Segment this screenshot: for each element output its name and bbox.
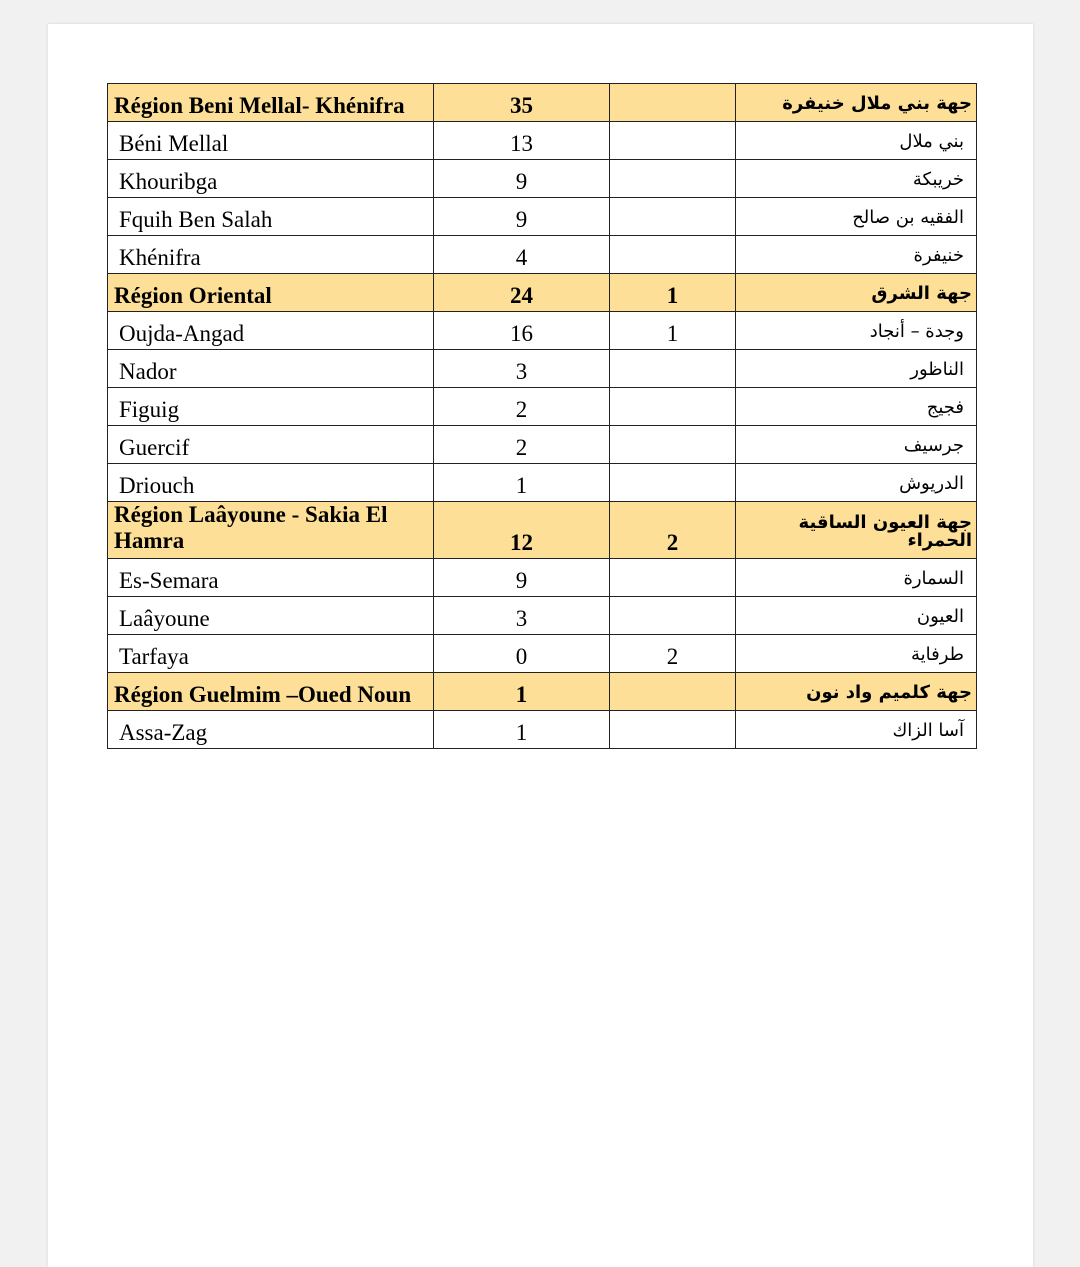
arabic-name-cell: آسا الزاك bbox=[736, 710, 977, 748]
table-row bbox=[108, 464, 977, 502]
arabic-name-cell: الناظور bbox=[736, 350, 977, 388]
name-cell: Es-Semara bbox=[108, 558, 434, 596]
arabic-name-cell: جهة بني ملال خنيفرة bbox=[736, 84, 977, 122]
table-row bbox=[108, 236, 977, 274]
region-statistics-table bbox=[107, 83, 977, 749]
table-body bbox=[108, 84, 977, 749]
table-row bbox=[108, 122, 977, 160]
secondary-count-cell bbox=[610, 350, 736, 388]
arabic-name-cell: بني ملال bbox=[736, 122, 977, 160]
region-row bbox=[108, 84, 977, 122]
count-cell: 1 bbox=[434, 464, 610, 502]
arabic-name-cell: جرسيف bbox=[736, 426, 977, 464]
secondary-count-cell: 1 bbox=[610, 312, 736, 350]
count-cell: 9 bbox=[434, 558, 610, 596]
secondary-count-cell bbox=[610, 558, 736, 596]
region-row bbox=[108, 274, 977, 312]
table-row bbox=[108, 198, 977, 236]
table-row bbox=[108, 558, 977, 596]
table-row bbox=[108, 350, 977, 388]
count-cell: 24 bbox=[434, 274, 610, 312]
arabic-name-cell: الدريوش bbox=[736, 464, 977, 502]
name-cell: Région Guelmim –Oued Noun bbox=[108, 672, 434, 710]
arabic-name-cell: خنيفرة bbox=[736, 236, 977, 274]
name-cell: Khouribga bbox=[108, 160, 434, 198]
name-cell: Driouch bbox=[108, 464, 434, 502]
count-cell: 12 bbox=[434, 502, 610, 559]
count-cell: 1 bbox=[434, 710, 610, 748]
name-cell: Assa-Zag bbox=[108, 710, 434, 748]
name-cell: Figuig bbox=[108, 388, 434, 426]
name-cell: Laâyoune bbox=[108, 596, 434, 634]
secondary-count-cell bbox=[610, 464, 736, 502]
table-row bbox=[108, 160, 977, 198]
count-cell: 35 bbox=[434, 84, 610, 122]
arabic-name-cell: خريبكة bbox=[736, 160, 977, 198]
secondary-count-cell bbox=[610, 160, 736, 198]
table-row bbox=[108, 596, 977, 634]
arabic-name-cell: جهة كلميم واد نون bbox=[736, 672, 977, 710]
secondary-count-cell bbox=[610, 388, 736, 426]
count-cell: 3 bbox=[434, 350, 610, 388]
table-row bbox=[108, 388, 977, 426]
secondary-count-cell: 1 bbox=[610, 274, 736, 312]
name-cell: Région Beni Mellal- Khénifra bbox=[108, 84, 434, 122]
count-cell: 0 bbox=[434, 634, 610, 672]
arabic-name-cell: جهة الشرق bbox=[736, 274, 977, 312]
region-row bbox=[108, 502, 977, 559]
name-cell: Khénifra bbox=[108, 236, 434, 274]
count-cell: 13 bbox=[434, 122, 610, 160]
arabic-name-cell: الفقيه بن صالح bbox=[736, 198, 977, 236]
table-row bbox=[108, 312, 977, 350]
table-row bbox=[108, 426, 977, 464]
name-cell: Guercif bbox=[108, 426, 434, 464]
arabic-name-cell: السمارة bbox=[736, 558, 977, 596]
secondary-count-cell bbox=[610, 596, 736, 634]
arabic-name-cell: العيون bbox=[736, 596, 977, 634]
arabic-name-cell: طرفاية bbox=[736, 634, 977, 672]
secondary-count-cell bbox=[610, 198, 736, 236]
secondary-count-cell bbox=[610, 236, 736, 274]
secondary-count-cell bbox=[610, 426, 736, 464]
name-cell: Fquih Ben Salah bbox=[108, 198, 434, 236]
secondary-count-cell bbox=[610, 84, 736, 122]
document-page bbox=[48, 24, 1033, 1267]
count-cell: 3 bbox=[434, 596, 610, 634]
count-cell: 16 bbox=[434, 312, 610, 350]
name-cell: Tarfaya bbox=[108, 634, 434, 672]
count-cell: 2 bbox=[434, 426, 610, 464]
secondary-count-cell bbox=[610, 710, 736, 748]
table-row bbox=[108, 710, 977, 748]
name-cell: Nador bbox=[108, 350, 434, 388]
name-cell: Oujda-Angad bbox=[108, 312, 434, 350]
count-cell: 1 bbox=[434, 672, 610, 710]
secondary-count-cell: 2 bbox=[610, 634, 736, 672]
arabic-name-cell: وجدة – أنجاد bbox=[736, 312, 977, 350]
secondary-count-cell bbox=[610, 672, 736, 710]
arabic-name-cell: جهة العيون الساقية الحمراء bbox=[736, 502, 977, 559]
name-cell: Région Oriental bbox=[108, 274, 434, 312]
secondary-count-cell bbox=[610, 122, 736, 160]
name-cell: Béni Mellal bbox=[108, 122, 434, 160]
secondary-count-cell: 2 bbox=[610, 502, 736, 559]
region-row bbox=[108, 672, 977, 710]
name-cell: Région Laâyoune - Sakia El Hamra bbox=[108, 502, 434, 559]
table-row bbox=[108, 634, 977, 672]
count-cell: 9 bbox=[434, 198, 610, 236]
count-cell: 2 bbox=[434, 388, 610, 426]
count-cell: 4 bbox=[434, 236, 610, 274]
arabic-name-cell: فجيج bbox=[736, 388, 977, 426]
count-cell: 9 bbox=[434, 160, 610, 198]
